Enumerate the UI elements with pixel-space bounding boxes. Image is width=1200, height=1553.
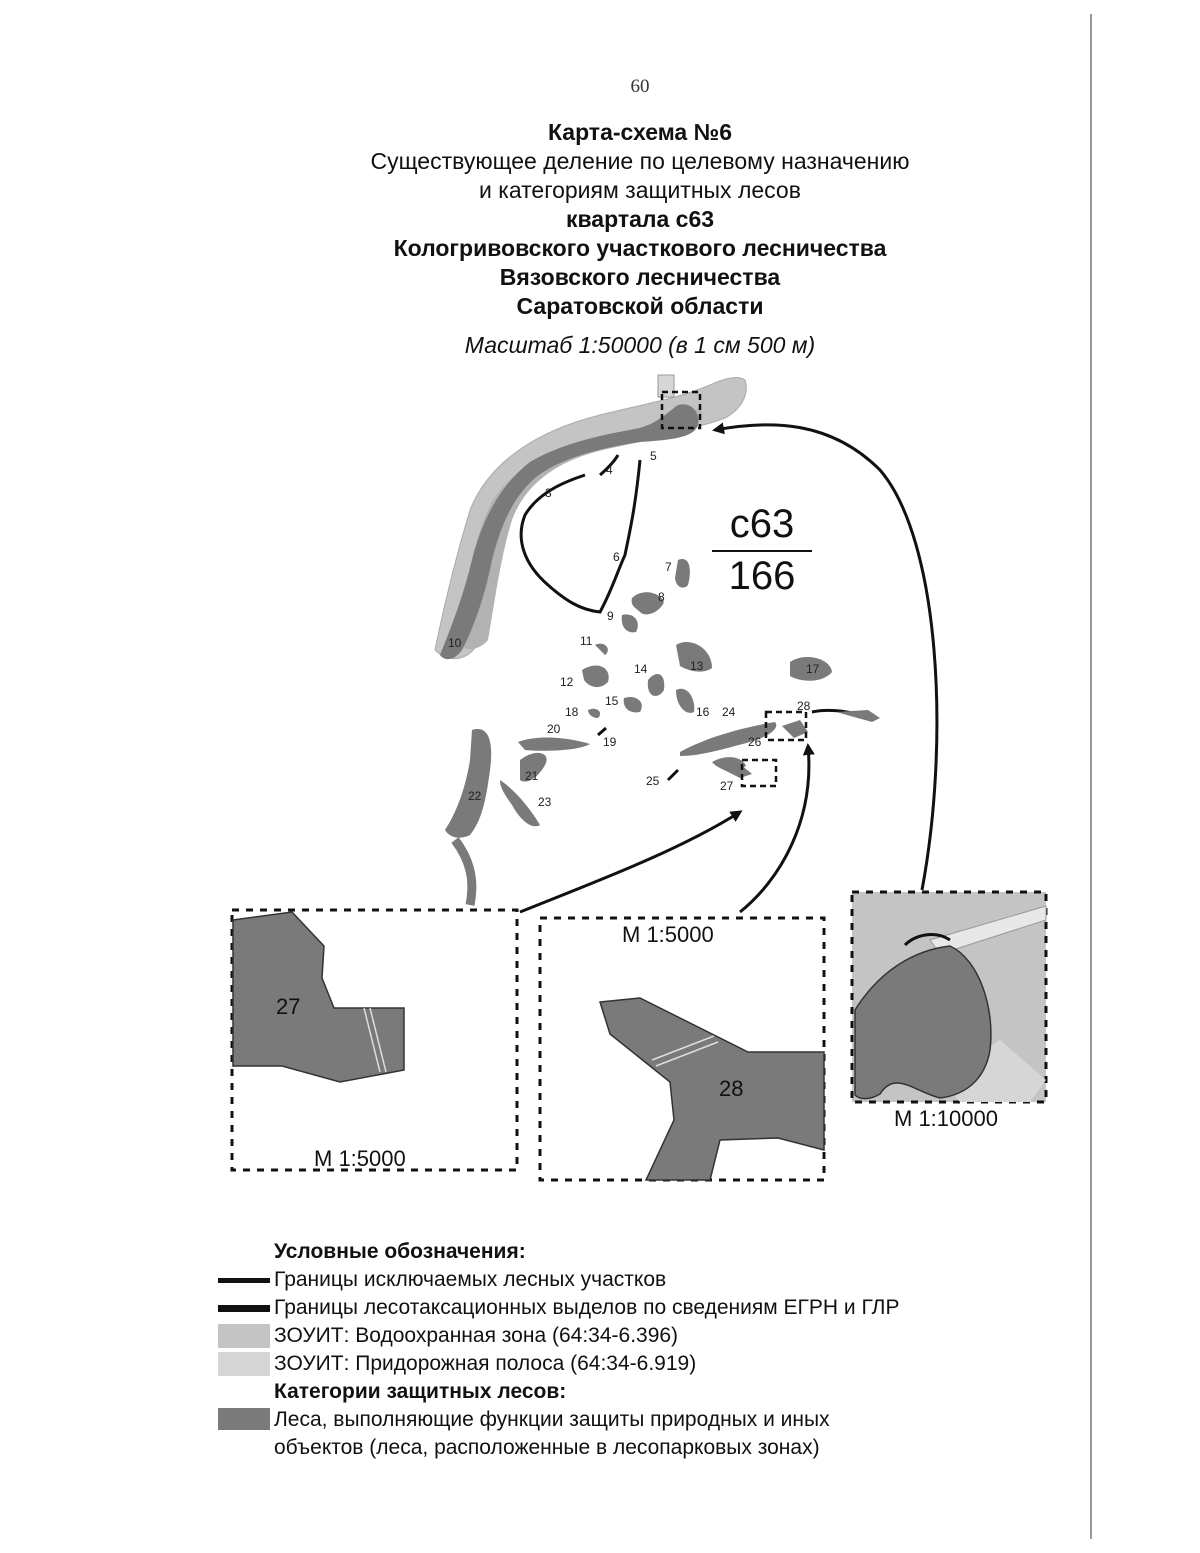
parcel-label-22: 22 <box>468 789 482 803</box>
parcel-label-7: 7 <box>665 560 672 574</box>
title-line-5: Кологривовского участкового лесничества <box>393 235 887 261</box>
parcel-label-8: 8 <box>658 590 665 604</box>
legend-swatch-double-line <box>218 1305 270 1312</box>
quarter-label <box>712 500 812 600</box>
title-line-3: и категориям защитных лесов <box>479 177 801 203</box>
parcel-20 <box>518 738 590 751</box>
inset-left-parcel-label: 27 <box>276 994 301 1019</box>
parcel-24 <box>680 722 776 756</box>
parcel-label-11: 11 <box>580 634 593 648</box>
page-number: 60 <box>630 76 650 97</box>
parcel-22 <box>445 729 491 838</box>
legend-item-text: ЗОУИТ: Придорожная полоса (64:34-6.919) <box>274 1352 697 1375</box>
parcel-15 <box>624 697 642 712</box>
parcel-16 <box>676 689 694 713</box>
parcel-14 <box>648 674 664 696</box>
boundary-line-3 <box>521 460 640 612</box>
parcel-label-15: 15 <box>605 694 619 708</box>
legend-item-text: Границы исключаемых лесных участков <box>274 1268 667 1291</box>
legend <box>218 1238 1078 1462</box>
title-line-6: Вязовского лесничества <box>499 264 781 290</box>
title-line-2: Существующее деление по целевому назначению <box>370 148 910 174</box>
inset-middle-parcel-label: 28 <box>719 1076 744 1101</box>
map-scale: Масштаб 1:50000 (в 1 см 500 м) <box>464 332 816 358</box>
parcel-7 <box>675 559 690 588</box>
parcel-23 <box>500 780 540 826</box>
inset-middle-scale: М 1:5000 <box>622 922 714 947</box>
parcel-label-21: 21 <box>525 769 539 783</box>
quarter-number: с63 <box>712 500 812 552</box>
parcel-label-10: 10 <box>448 636 462 650</box>
legend-item-excluded-boundary <box>218 1266 1078 1294</box>
legend-item-text: Границы лесотаксационных выделов по сведениям ЕГРН и ГЛР <box>274 1296 900 1319</box>
parcel-label-19: 19 <box>603 735 617 749</box>
parcel-label-18: 18 <box>565 705 579 719</box>
parcel-label-3: 3 <box>545 486 552 500</box>
inset-left-scale: М 1:5000 <box>314 1146 406 1171</box>
legend-swatch-line <box>218 1278 270 1283</box>
parcel-22-tail <box>455 840 472 905</box>
parcel-right-strip <box>836 710 880 722</box>
parcel-label-20: 20 <box>547 722 561 736</box>
parcel-label-24: 24 <box>722 705 736 719</box>
legend-item-forest-category <box>218 1406 1078 1462</box>
arrow-to-28 <box>740 746 809 912</box>
legend-category-line-1: Леса, выполняющие функции защиты природных и иных <box>274 1408 830 1431</box>
parcel-label-5: 5 <box>650 449 657 463</box>
boundary-line-25 <box>668 770 678 780</box>
legend-swatch-road-zone <box>218 1352 270 1376</box>
arrow-to-top <box>715 425 937 890</box>
map-title: Карта-схема №6 <box>547 119 733 145</box>
quarter-area: 166 <box>728 554 796 598</box>
parcel-label-25: 25 <box>646 774 660 788</box>
legend-item-road-zone <box>218 1350 1078 1378</box>
legend-swatch-water-zone <box>218 1324 270 1348</box>
parcel-label-16: 16 <box>696 705 710 719</box>
boundary-line-19 <box>598 728 606 735</box>
parcel-9 <box>622 614 638 632</box>
legend-swatch-forest <box>218 1408 270 1430</box>
parcel-label-26: 26 <box>748 735 762 749</box>
legend-categories-heading: Категории защитных лесов: <box>274 1380 567 1403</box>
parcel-label-12: 12 <box>560 675 574 689</box>
parcel-label-9: 9 <box>607 609 614 623</box>
arrow-to-27 <box>520 812 740 912</box>
legend-category-line-2: объектов (леса, расположенные в лесопарковых зонах) <box>274 1436 820 1459</box>
title-line-7: Саратовской области <box>516 293 764 319</box>
parcel-label-13: 13 <box>690 659 704 673</box>
parcel-28-small <box>782 720 808 738</box>
parcel-label-23: 23 <box>538 795 552 809</box>
parcel-label-14: 14 <box>634 662 648 676</box>
legend-item-text: ЗОУИТ: Водоохранная зона (64:34-6.396) <box>274 1324 679 1347</box>
title-line-4: квартала с63 <box>565 206 715 232</box>
parcel-label-4: 4 <box>606 463 613 477</box>
parcel-label-17: 17 <box>806 662 820 676</box>
parcel-11 <box>595 644 608 655</box>
parcel-label-6: 6 <box>613 550 620 564</box>
parcel-18 <box>588 709 600 718</box>
parcel-label-28: 28 <box>797 699 811 713</box>
parcel-label-27: 27 <box>720 779 734 793</box>
inset-right-scale: М 1:10000 <box>894 1106 998 1131</box>
legend-item-stand-boundary <box>218 1294 1078 1322</box>
legend-heading: Условные обозначения: <box>274 1240 526 1263</box>
legend-item-water-zone <box>218 1322 1078 1350</box>
parcel-12 <box>582 666 609 688</box>
road-zone <box>658 375 674 397</box>
